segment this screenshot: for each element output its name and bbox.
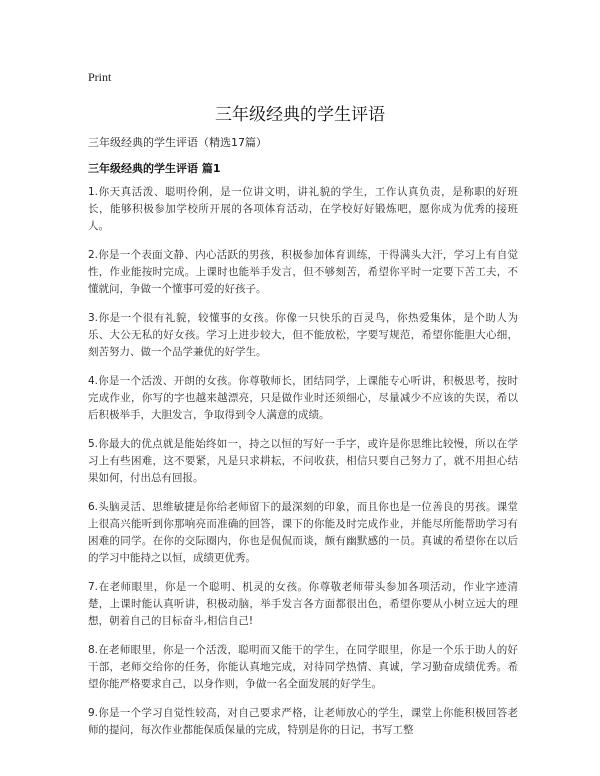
paragraph: 1.你天真活泼、聪明伶俐，是一位讲文明，讲礼貌的学生，工作认真负责，是称职的好班长，能够积极参加学校所开展的各项体育活动，在学校好好锻炼吧，愿你成为优秀的接班人。 xyxy=(88,186,518,232)
paragraph: 6.头脑灵活、思维敏捷是你给老师留下的最深刻的印象，而且你也是一位善良的男孩。课堂上很高兴能听到你那响亮而准确的回答，课下的你能及时完成作业，并能尽所能帮助学习有困难的同学。在你的交际圈内，你也是侃侃而谈，颇有幽默感的一员。真诚的希望你在以后的学习中能持之以恒，成绩更优秀。 xyxy=(88,501,518,564)
section-heading: 三年级经典的学生评语 篇1 xyxy=(88,162,221,175)
paragraph: 8.在老师眼里，你是一个活泼，聪明而又能干的学生，在同学眼里，你是一个乐于助人的好干部，老师交给你的任务，你能认真地完成，对待同学热情、真诚，学习勤奋成绩优秀。希望你能严格要求自己，以身作则，争做一名全面发展的好学生。 xyxy=(88,644,518,690)
paragraph-list xyxy=(88,184,518,751)
paragraph: 5.你最大的优点就是能始终如一，持之以恒的写好一手字，或许是你思维比较慢，所以在学习上有些困难，这不要紧，凡是只求耕耘，不问收获，相信只要自己努力了，就不用担心结果如何，付出总有回报。 xyxy=(88,438,518,484)
paragraph: 4.你是一个活泼、开朗的女孩。你尊敬师长，团结同学，上课能专心听讲，积极思考，按时完成作业，你写的字也越来越漂亮，只是做作业时还须细心，尽量减少不应该的失误，希以后积极举手，大胆发言，争取得到令人满意的成绩。 xyxy=(88,375,518,421)
print-link[interactable]: Print xyxy=(88,70,112,84)
paragraph: 3.你是一个很有礼貌，较懂事的女孩。你像一只快乐的百灵鸟，你热爱集体，是个助人为乐、大公无私的好女孩。学习上进步较大，但不能放松，字要写规范，希望你能胆大心细，刻苦努力、做一个品学兼优的好学生。 xyxy=(88,312,518,358)
paragraph: 9.你是一个学习自觉性较高，对自己要求严格，让老师放心的学生，课堂上你能积极回答老师的提问，每次作业都能保质保量的完成，特别是你的日记，书写工整 xyxy=(88,707,518,736)
document-title: 三年级经典的学生评语 xyxy=(215,105,385,125)
paragraph: 2.你是一个表面文静、内心活跃的男孩，积极参加体育训练，干得满头大汗，学习上有自觉性，作业能按时完成。上课时也能举手发言，但不够刻苦，希望你平时一定要下苦工夫，不懂就问，争做一个懂事可爱的好孩子。 xyxy=(88,249,518,295)
document-subtitle: 三年级经典的学生评语（精选17篇） xyxy=(88,136,267,149)
paragraph: 7.在老师眼里，你是一个聪明、机灵的女孩。你尊敬老师带头参加各项活动，作业字迹清楚，上课时能认真听讲，积极动脑，举手发言各方面都很出色，希望你要从小树立远大的理想，朝着自己的目标奋斗,相信自己! xyxy=(88,581,518,627)
